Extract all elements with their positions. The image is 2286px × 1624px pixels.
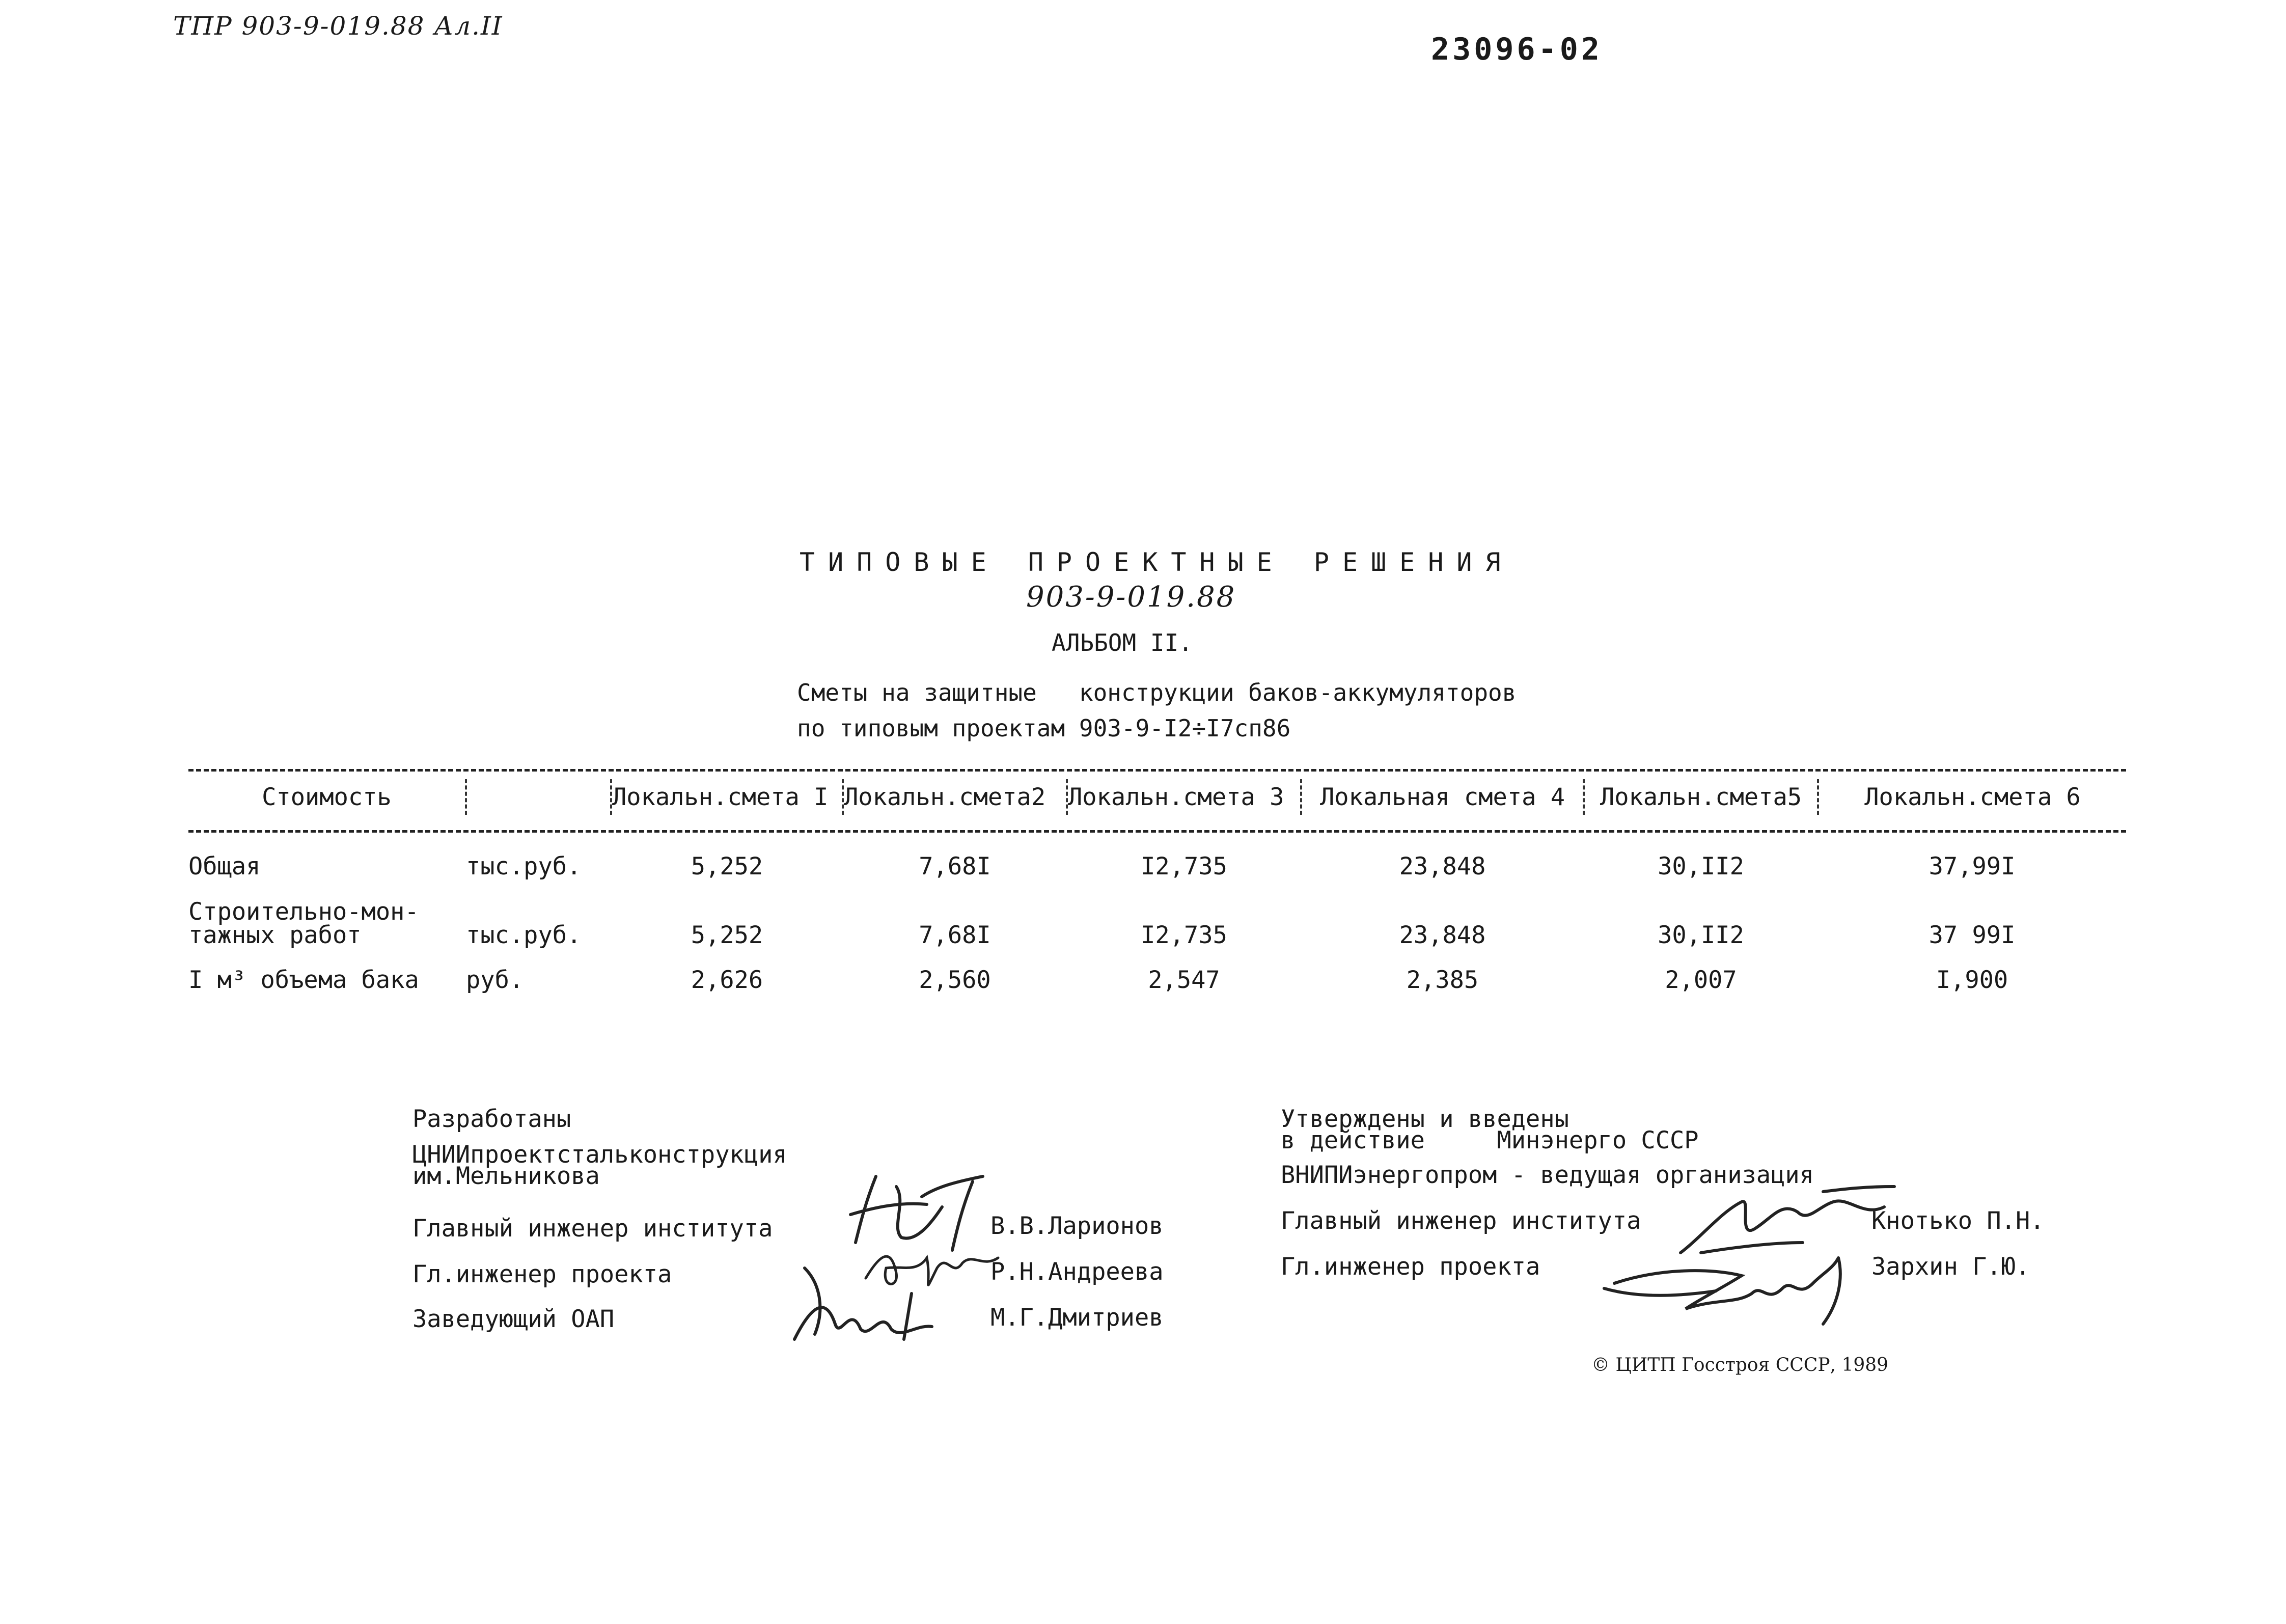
role-name: Зархин Г.Ю. xyxy=(1871,1253,2030,1281)
cell-value: 2,385 xyxy=(1406,966,1479,994)
table-row xyxy=(188,815,2126,878)
subtitle-line-2: по типовым проектам 903-9-I2÷I7сп86 xyxy=(797,714,1291,742)
cell-value: 37,99I xyxy=(1929,852,2016,880)
cell-value: I2,735 xyxy=(1141,921,1227,949)
developed-heading: Разработаны xyxy=(412,1105,571,1133)
role-name: Р.Н.Андреева xyxy=(990,1258,1164,1286)
cost-table xyxy=(188,779,2126,992)
approved-line-2: в действие Минэнерго СССР xyxy=(1281,1126,1699,1154)
header-estimate-6: Локальн.смета 6 xyxy=(1818,779,2126,815)
cell-value: 7,68I xyxy=(919,921,991,949)
cell-value: I2,735 xyxy=(1141,852,1227,880)
role-title: Гл.инженер проекта xyxy=(1281,1253,1540,1281)
header-unit xyxy=(466,779,611,815)
signature-dmitriev xyxy=(784,1263,937,1350)
table-row xyxy=(188,947,2126,992)
cell-value: 2,007 xyxy=(1665,966,1737,994)
cell-value: 30,II2 xyxy=(1658,852,1744,880)
cell-value: 5,252 xyxy=(691,921,763,949)
role-title: Гл.инженер проекта xyxy=(412,1260,672,1288)
cell-value: 2,626 xyxy=(691,966,763,994)
document-subtitle xyxy=(797,675,1516,746)
table-top-rule xyxy=(188,769,2126,772)
role-title: Заведующий ОАП xyxy=(412,1305,615,1333)
album-label: АЛЬБОМ II. xyxy=(1052,629,1193,656)
role-name: Кнотько П.Н. xyxy=(1871,1207,2045,1235)
approved-line-1: Утверждены и введены xyxy=(1281,1105,1569,1133)
role-title: Главный инженер института xyxy=(1281,1207,1641,1235)
cell-value: 23,848 xyxy=(1399,852,1486,880)
signature-zarkhin xyxy=(1599,1248,1864,1334)
cell-value: 23,848 xyxy=(1399,921,1486,949)
developed-org-line-2: им.Мельникова xyxy=(412,1162,600,1190)
row-label: Строительно-мон- тажных работ xyxy=(188,898,419,949)
document-title: ТИПОВЫЕ ПРОЕКТНЫЕ РЕШЕНИЯ xyxy=(800,547,1514,577)
subtitle-line-1: Сметы на защитные конструкции баков-аккумуляторов xyxy=(797,679,1517,706)
cell-value: 2,560 xyxy=(919,966,991,994)
header-estimate-2: Локальн.смета2 xyxy=(843,779,1067,815)
document-code: ТПР 903-9-019.88 Ал.II xyxy=(173,11,503,41)
role-title: Главный инженер института xyxy=(412,1215,773,1243)
header-estimate-4: Локальная смета 4 xyxy=(1301,779,1584,815)
copyright-notice: © ЦИТП Госстроя СССР, 1989 xyxy=(1591,1355,1889,1375)
role-name: В.В.Ларионов xyxy=(990,1212,1164,1240)
table-row xyxy=(188,878,2126,947)
header-estimate-5: Локальн.смета5 xyxy=(1584,779,1818,815)
cell-value: I,900 xyxy=(1936,966,2008,994)
cell-value: 5,252 xyxy=(691,852,763,880)
table-header-row xyxy=(188,779,2126,815)
row-label: Общая xyxy=(188,852,261,880)
cell-value: 7,68I xyxy=(919,852,991,880)
cell-value: 37 99I xyxy=(1929,921,2016,949)
row-unit: руб. xyxy=(466,966,524,994)
row-label: I м³ объема бака xyxy=(188,966,419,994)
row-unit: тыс.руб. xyxy=(466,852,582,880)
header-cost: Стоимость xyxy=(262,783,392,811)
cell-value: 30,II2 xyxy=(1658,921,1744,949)
project-number: 903-9-019.88 xyxy=(1026,581,1236,614)
document-number: 23096-02 xyxy=(1431,32,1603,67)
approved-line-3: ВНИПИэнергопром - ведущая организация xyxy=(1281,1161,1814,1189)
header-estimate-3: Локальн.смета 3 xyxy=(1067,779,1301,815)
role-name: М.Г.Дмитриев xyxy=(990,1304,1164,1332)
cell-value: 2,547 xyxy=(1148,966,1220,994)
row-unit: тыс.руб. xyxy=(466,921,582,949)
header-estimate-1: Локальн.смета I xyxy=(611,779,843,815)
developed-org-line-1: ЦНИИпроектстальконструкция xyxy=(412,1141,787,1169)
